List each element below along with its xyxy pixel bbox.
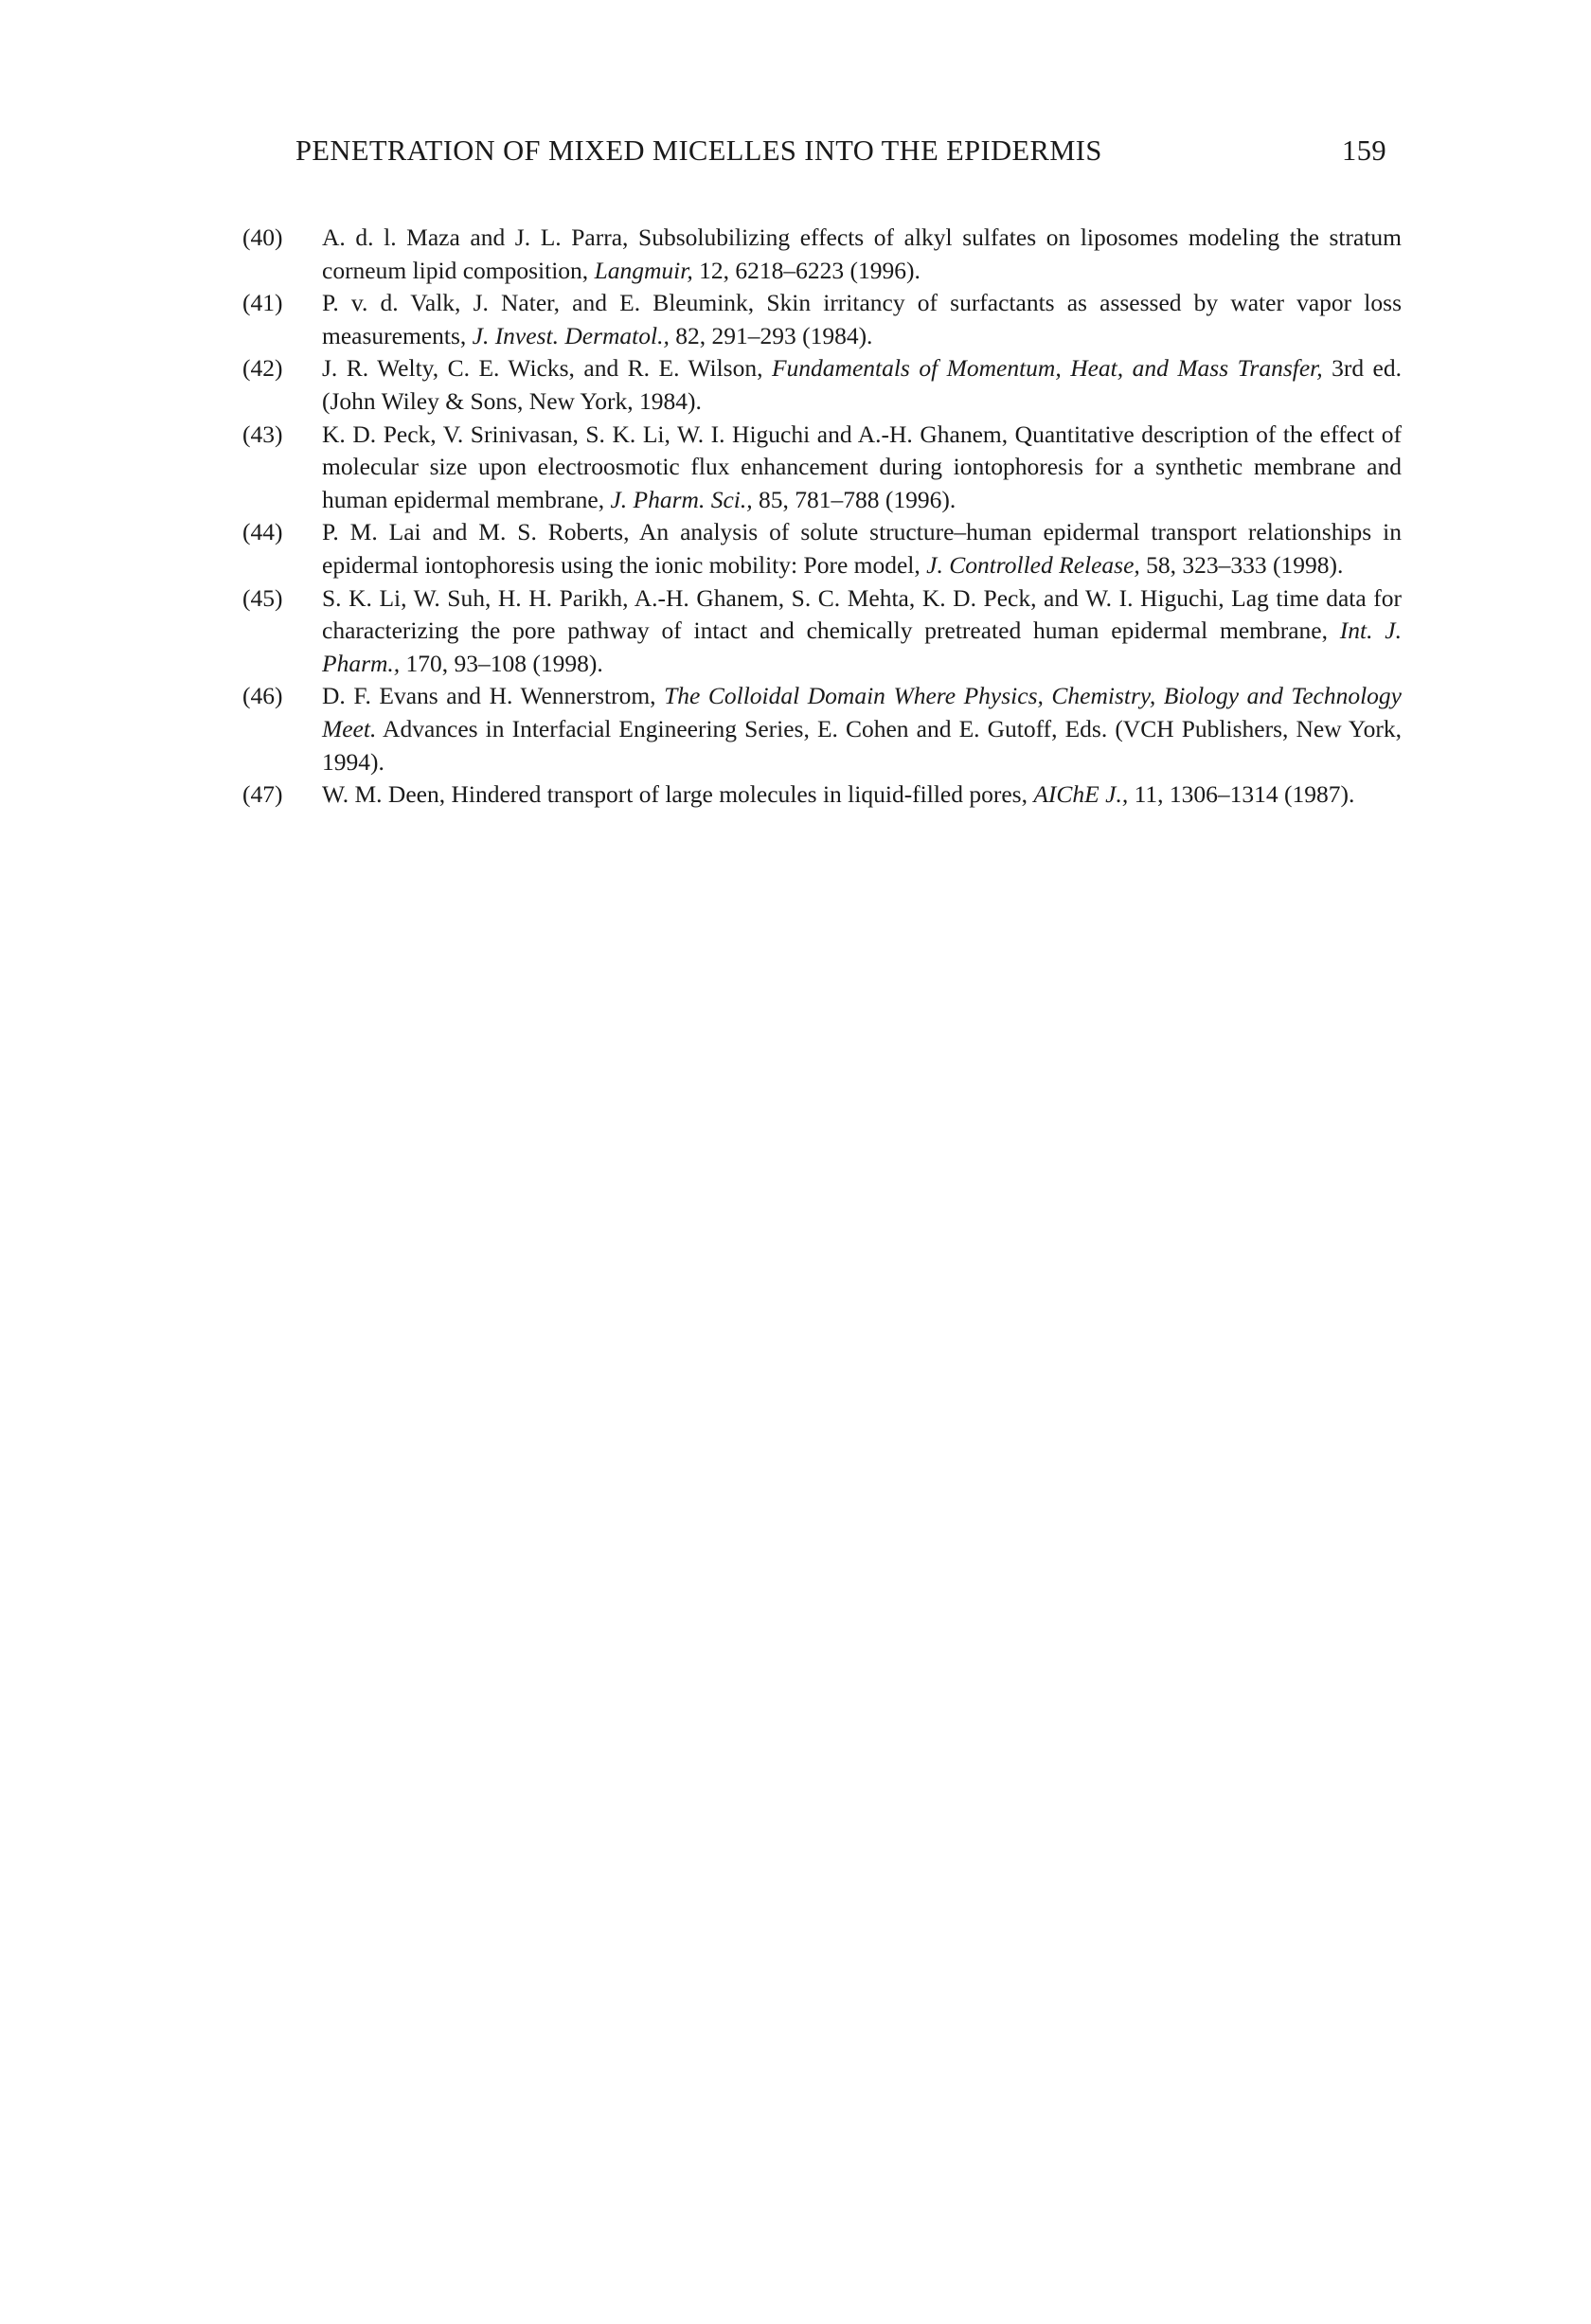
reference-number: (44) — [242, 518, 283, 546]
reference-citation: 58, 323–333 (1998). — [1139, 550, 1344, 579]
running-title: PENETRATION OF MIXED MICELLES INTO THE EPIDERMIS — [295, 134, 1102, 167]
reference-number: (46) — [242, 682, 283, 710]
reference-citation: Advances in Interfacial Engineering Series, E. Cohen and E. Gutoff, Eds. (VCH Publishers, New York, 1994). — [322, 714, 1402, 776]
reference-authors-title: P. M. Lai and M. S. Roberts, An analysis of solute structure–human epidermal transport relationships in epidermal iontophoresis using the ionic mobility: Pore model, — [322, 518, 1402, 579]
reference-item-46 — [242, 680, 1402, 778]
reference-authors-title: A. d. l. Maza and J. L. Parra, Subsolubilizing effects of alkyl sulfates on liposomes modeling the stratum corneum lipid composition, — [322, 223, 1402, 284]
reference-number: (41) — [242, 289, 283, 317]
reference-text — [322, 287, 1402, 352]
reference-journal: Int. J. Pharm., — [322, 617, 1403, 677]
page-number: 159 — [1342, 134, 1386, 167]
reference-number: (45) — [242, 583, 283, 612]
reference-journal: J. Pharm. Sci., — [610, 485, 753, 513]
reference-authors-title: W. M. Deen, Hindered transport of large molecules in liquid-filled pores, — [322, 780, 1034, 809]
reference-item-45 — [242, 582, 1402, 681]
reference-citation: 3rd ed. (John Wiley & Sons, New York, 1984). — [322, 354, 1402, 415]
reference-text — [322, 516, 1402, 581]
running-header — [295, 130, 1386, 171]
reference-text — [322, 352, 1402, 418]
reference-number: (47) — [242, 780, 283, 809]
reference-citation: 82, 291–293 (1984). — [669, 321, 873, 349]
reference-journal: AIChE J., — [1033, 780, 1129, 809]
reference-authors-title: K. D. Peck, V. Srinivasan, S. K. Li, W. I. Higuchi and A.-H. Ghanem, Quantitative description of the effect of molecular size upon electroosmotic flux enhancement during iontophoresis for a synthetic membrane and human epidermal membrane, — [322, 420, 1402, 513]
reference-item-44 — [242, 516, 1402, 581]
reference-authors-title: D. F. Evans and H. Wennerstrom, — [322, 682, 665, 710]
reference-journal: J. Invest. Dermatol., — [472, 321, 670, 349]
reference-number: (42) — [242, 354, 283, 383]
reference-number: (43) — [242, 420, 283, 448]
reference-citation: 85, 781–788 (1996). — [752, 485, 956, 513]
reference-item-41 — [242, 287, 1402, 352]
reference-citation: 11, 1306–1314 (1987). — [1128, 780, 1355, 809]
reference-text — [322, 680, 1402, 778]
reference-citation: 12, 6218–6223 (1996). — [692, 256, 921, 284]
reference-text — [322, 778, 1402, 812]
reference-item-42 — [242, 352, 1402, 418]
reference-list — [242, 222, 1402, 812]
reference-journal: Langmuir, — [594, 256, 693, 284]
reference-text — [322, 582, 1402, 681]
reference-text — [322, 222, 1402, 287]
reference-citation: 170, 93–108 (1998). — [400, 649, 603, 677]
reference-authors-title: J. R. Welty, C. E. Wicks, and R. E. Wilson, — [322, 354, 772, 383]
reference-authors-title: P. v. d. Valk, J. Nater, and E. Bleumink, Skin irritancy of surfactants as assessed by water vapor loss measurements, — [322, 289, 1402, 349]
reference-item-40 — [242, 222, 1402, 287]
reference-item-47 — [242, 778, 1402, 812]
reference-number: (40) — [242, 223, 283, 251]
reference-authors-title: S. K. Li, W. Suh, H. H. Parikh, A.-H. Ghanem, S. C. Mehta, K. D. Peck, and W. I. Higuchi, Lag time data for characterizing the pore pathway of intact and chemically pretreated human epidermal membrane, — [322, 583, 1402, 645]
reference-item-43 — [242, 419, 1402, 517]
reference-text — [322, 419, 1402, 517]
reference-journal: J. Controlled Release, — [926, 550, 1140, 579]
reference-journal: Fundamentals of Momentum, Heat, and Mass Transfer, — [771, 354, 1323, 383]
reference-journal: The Colloidal Domain Where Physics, Chemistry, Biology and Technology Meet. — [322, 682, 1402, 742]
